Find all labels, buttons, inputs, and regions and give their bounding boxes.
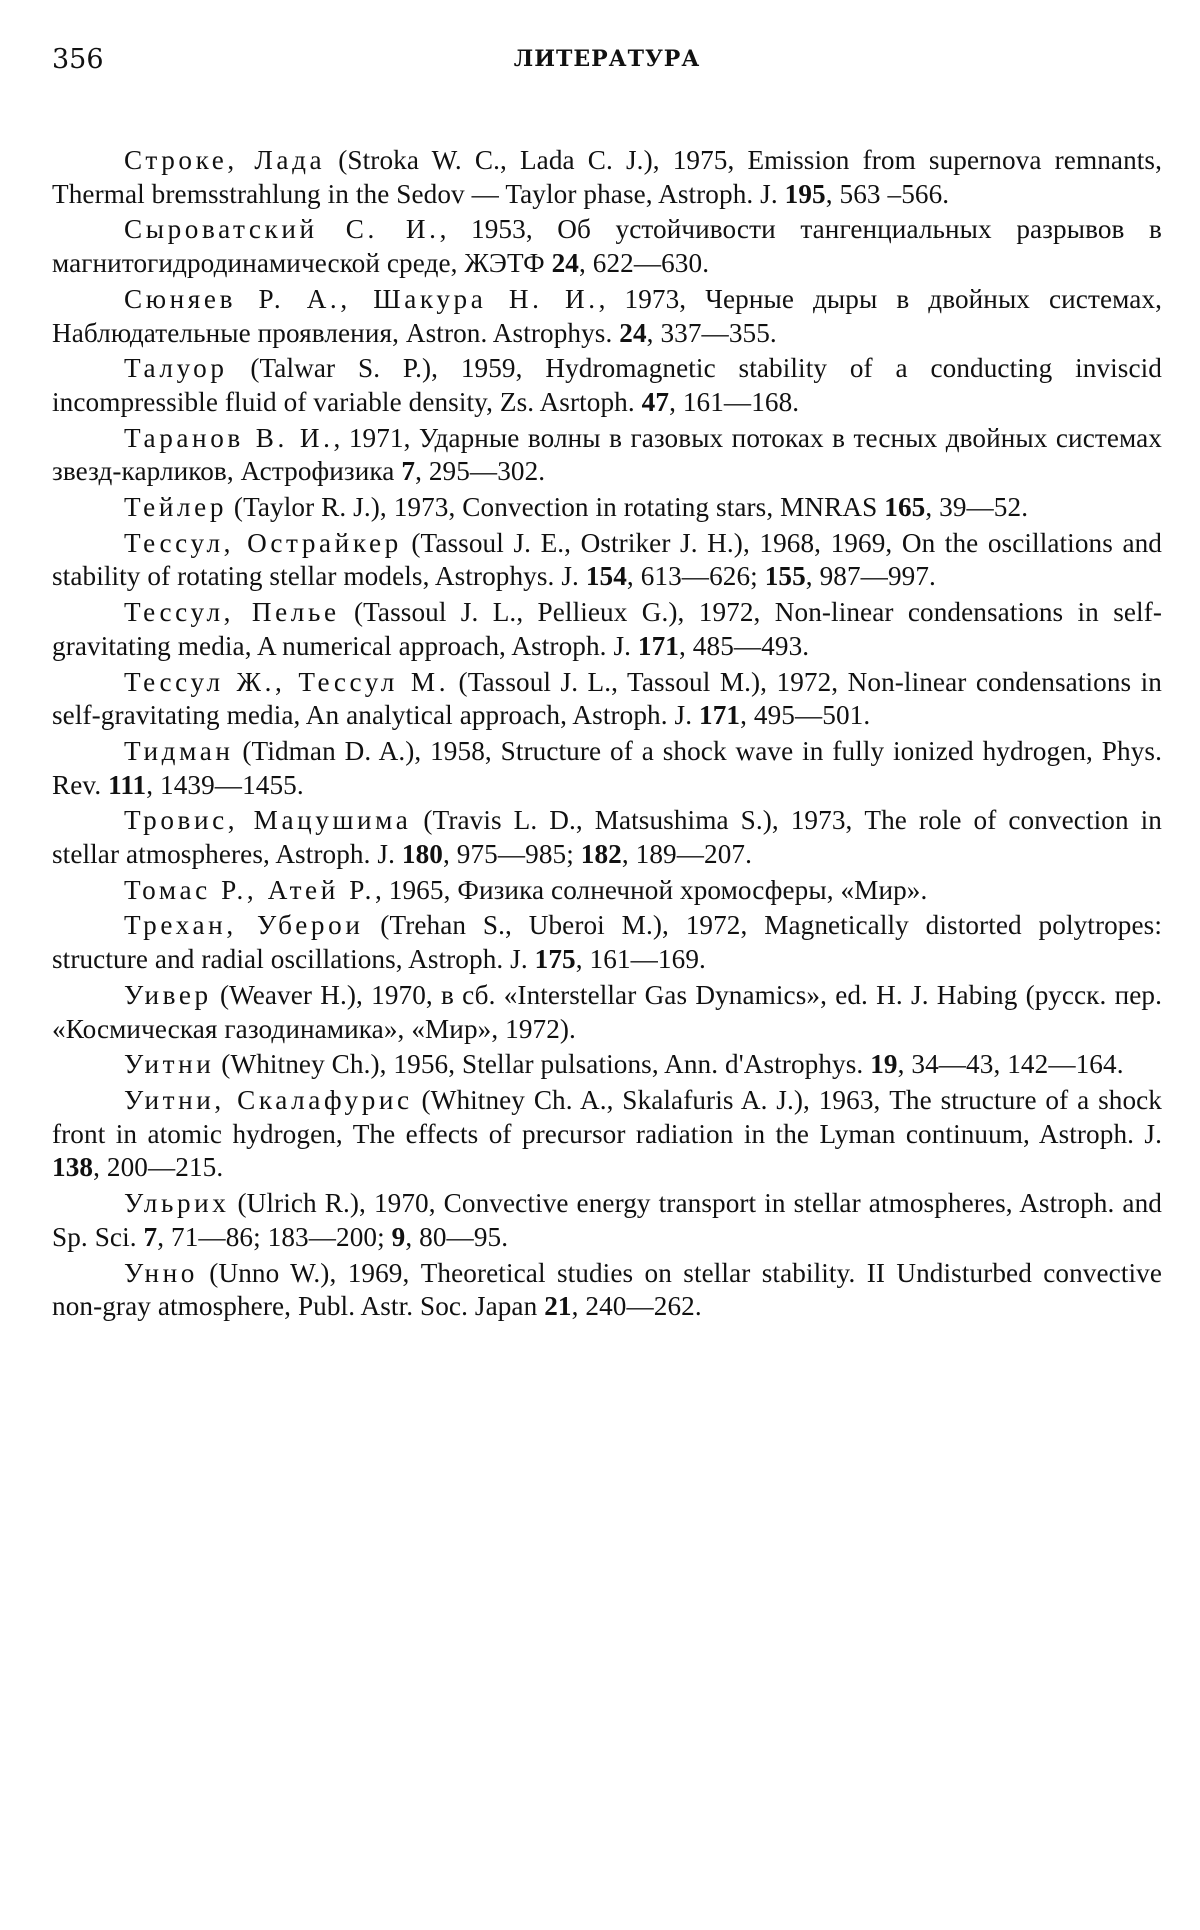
reference-text: , 1439—1455. <box>146 769 304 800</box>
reference-entry <box>52 527 1162 594</box>
reference-volume: 7 <box>143 1221 158 1252</box>
reference-volume: 7 <box>401 456 416 487</box>
reference-entry <box>52 874 1162 908</box>
reference-entry <box>52 1257 1162 1324</box>
reference-text: (Unno W.), 1969, Theoretical studies on stellar stability. II Undisturbed convective non-gray atmosphere, Publ. Astr. Soc. Japan <box>52 1257 1162 1322</box>
reference-text: , 240—262. <box>571 1291 702 1322</box>
reference-entry <box>52 1084 1162 1185</box>
reference-text: (Whitney Ch. A., Skalafuris A. J.), 1963, The structure of a shock front in atomic hydrogen, The effects of precursor radiation in the Lyman continuum, Astroph. J. <box>52 1084 1163 1149</box>
reference-volume: 175 <box>534 944 576 975</box>
reference-authors: Сюняев Р. А., Шакура Н. И. <box>124 283 599 314</box>
reference-text: (Taylor R. J.), 1973, Convection in rotating stars, MNRAS <box>227 492 885 523</box>
page-number: 356 <box>52 44 104 75</box>
reference-list <box>52 144 1162 1324</box>
reference-volume: 19 <box>870 1049 898 1080</box>
reference-volume: 24 <box>551 248 579 279</box>
reference-volume: 9 <box>391 1221 406 1252</box>
reference-authors: Сыроватский С. И. <box>124 214 440 245</box>
reference-entry <box>52 422 1162 489</box>
reference-volume: 111 <box>108 769 147 800</box>
reference-text: , 495—501. <box>740 700 871 731</box>
reference-text: , 337—355. <box>646 317 777 348</box>
reference-text: , 1973, Черные дыры в двойных системах, Наблюдательные проявления, Astron. Astrophys. <box>52 283 1162 348</box>
reference-text: (Stroka W. C., Lada C. J.), 1975, Emission from supernova remnants, Thermal bremsstrahlung in the Sedov — Taylor phase, Astroph. J. <box>52 145 1162 209</box>
reference-entry <box>52 283 1162 350</box>
reference-text: (Talwar S. P.), 1959, Hydromagnetic stability of a conducting inviscid incompressible fluid of variable density, Zs. Asrtoph. <box>52 353 1162 417</box>
reference-volume: 138 <box>52 1152 94 1183</box>
reference-authors: Тессул, Острайкер <box>124 527 402 558</box>
reference-authors: Таранов В. И. <box>124 422 334 453</box>
reference-authors: Тидман <box>124 735 234 766</box>
reference-volume: 195 <box>784 178 826 209</box>
reference-entry <box>52 144 1162 211</box>
reference-entry <box>52 1048 1162 1082</box>
reference-volume: 171 <box>637 630 680 661</box>
reference-entry <box>52 491 1162 525</box>
reference-entry <box>52 909 1162 976</box>
reference-volume: 154 <box>585 561 627 592</box>
reference-text: (Travis L. D., Matsushima S.), 1973, The role of convection in stellar atmospheres, Astroph. J. <box>52 805 1162 870</box>
reference-text: , 975—985; <box>442 839 581 870</box>
reference-text: (Weaver H.), 1970, в сб. «Interstellar Gas Dynamics», ed. H. J. Habing (русск. пер. «Космическая газодинамика», «Мир», 1972). <box>52 979 1162 1044</box>
reference-volume: 180 <box>401 839 443 870</box>
reference-authors: Тессул Ж., Тессул М. <box>124 666 450 697</box>
reference-text: , 295—302. <box>415 456 546 487</box>
reference-text: (Trehan S., Uberoi M.), 1972, Magnetically distorted polytropes: structure and radial oscillations, Astroph. J. <box>52 910 1162 975</box>
running-title: ЛИТЕРАТУРА <box>513 46 701 72</box>
reference-text: , 161—168. <box>669 386 800 417</box>
reference-authors: Талуор <box>124 353 228 384</box>
reference-authors: Тейлер <box>124 492 228 523</box>
reference-authors: Ульрих <box>124 1188 230 1219</box>
reference-text: , 987—997. <box>805 561 936 592</box>
reference-text: , 161—169. <box>575 944 706 975</box>
reference-entry <box>52 596 1162 663</box>
reference-text: (Tidman D. A.), 1958, Structure of a shock wave in fully ionized hydrogen, Phys. Rev. <box>52 735 1162 800</box>
reference-entry <box>52 213 1162 280</box>
reference-volume: 182 <box>580 839 622 870</box>
reference-volume: 171 <box>699 700 741 731</box>
reference-authors: Уитни, Скалафурис <box>124 1084 413 1115</box>
reference-authors: Трехан, Уберои <box>124 910 364 941</box>
reference-volume: 165 <box>884 492 926 523</box>
reference-authors: Строке, Лада <box>124 145 326 175</box>
reference-text: , 80—95. <box>405 1221 509 1252</box>
reference-authors: Унно <box>124 1257 198 1288</box>
page-header <box>52 38 1162 78</box>
reference-text: (Whitney Ch.), 1956, Stellar pulsations, Ann. d'Astrophys. <box>214 1049 871 1080</box>
reference-authors: Уивер <box>124 979 212 1010</box>
reference-text: , 622—630. <box>578 248 710 279</box>
reference-text: , 200—215. <box>93 1152 224 1183</box>
reference-entry <box>52 804 1162 871</box>
reference-volume: 24 <box>619 317 647 348</box>
reference-text: , 485—493. <box>679 630 810 661</box>
reference-text: (Tassoul J. L., Tassoul M.), 1972, Non-linear condensations in self-gravitating media, An analytical approach, Astroph. J. <box>52 666 1162 731</box>
reference-entry <box>52 735 1162 802</box>
reference-text: , 34—43, 142—164. <box>897 1049 1124 1080</box>
reference-authors: Тровис, Мацушима <box>124 805 412 836</box>
reference-authors: Уитни <box>124 1049 215 1080</box>
reference-text: , 1971, Ударные волны в газовых потоках в тесных двойных системах звезд-карликов, Астрофизика <box>52 422 1162 487</box>
reference-entry <box>52 352 1162 419</box>
reference-entry <box>52 666 1162 733</box>
reference-authors: Томас Р., Атей Р. <box>124 874 375 905</box>
reference-text: , 613—626; <box>626 561 765 592</box>
reference-authors: Тессул, Пелье <box>124 597 340 628</box>
reference-text: , 39—52. <box>925 492 1029 523</box>
book-page <box>52 38 1162 1324</box>
reference-text: , 563 –566. <box>825 178 950 209</box>
reference-volume: 47 <box>641 386 670 417</box>
reference-text: , 71—86; 183—200; <box>157 1221 392 1252</box>
reference-entry <box>52 979 1162 1046</box>
reference-volume: 155 <box>764 561 806 592</box>
reference-text: , 1965, Физика солнечной хромосферы, «Мир». <box>375 874 928 905</box>
reference-volume: 21 <box>544 1291 572 1322</box>
reference-text: , 189—207. <box>621 839 753 870</box>
reference-text: , 1953, Об устойчивости тангенциальных разрывов в магнитогидродинамической среде, ЖЭТФ <box>52 214 1162 279</box>
reference-entry <box>52 1187 1162 1254</box>
reference-text: (Tassoul J. L., Pellieux G.), 1972, Non-linear condensations in self-gravitating media, A numerical approach, Astroph. J. <box>52 597 1162 661</box>
reference-text: (Tassoul J. E., Ostriker J. H.), 1968, 1969, On the oscillations and stability of rotating stellar models, Astrophys. J. <box>52 527 1163 592</box>
reference-text: (Ulrich R.), 1970, Convective energy transport in stellar atmospheres, Astroph. and Sp. Sci. <box>52 1188 1162 1252</box>
